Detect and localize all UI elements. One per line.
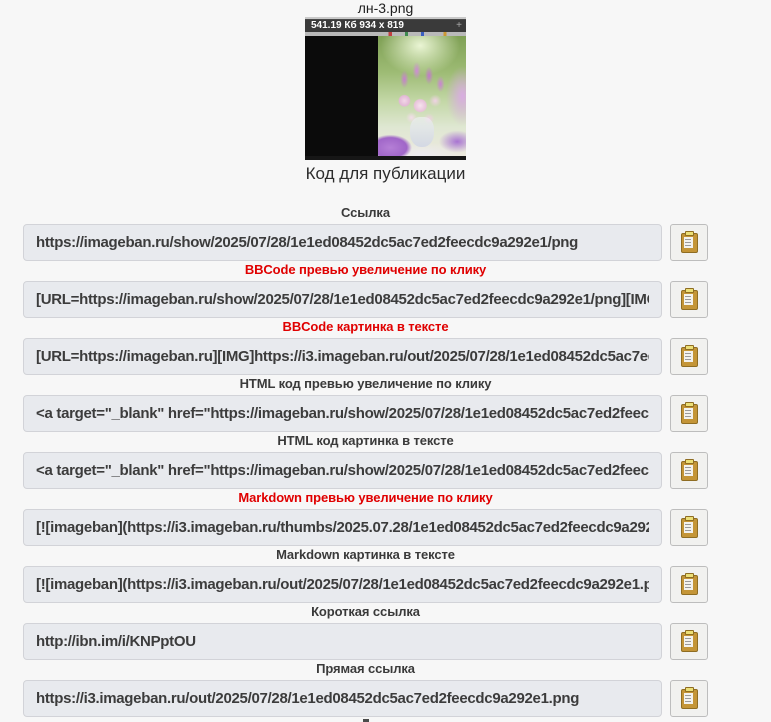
field-block-html-text [23, 434, 708, 489]
copy-button[interactable] [670, 623, 708, 660]
field-block-direct-link [23, 662, 708, 717]
field-label-bbcode-text: BBCode картинка в тексте [282, 319, 449, 334]
html-preview-input[interactable] [23, 395, 662, 432]
clipboard-icon [681, 404, 698, 424]
link-input[interactable] [23, 224, 662, 261]
clipboard-icon [681, 347, 698, 367]
clipboard-icon [681, 575, 698, 595]
flower-photo [378, 36, 466, 156]
markdown-text-input[interactable] [23, 566, 662, 603]
clipboard-icon [681, 461, 698, 481]
field-block-bbcode-preview [23, 263, 708, 318]
copy-button[interactable] [670, 566, 708, 603]
image-info-overlay [305, 19, 466, 32]
copy-button[interactable] [670, 680, 708, 717]
image-size-text: 541.19 Кб 934 x 819 [311, 20, 404, 31]
plus-glyph: + [456, 20, 462, 31]
field-block-markdown-preview [23, 491, 708, 546]
field-label-short-link: Короткая ссылка [311, 604, 420, 619]
copy-button[interactable] [670, 224, 708, 261]
field-block-short-link [23, 605, 708, 660]
clipboard-icon [681, 518, 698, 538]
field-block-link [23, 206, 708, 261]
field-label-link: Ссылка [341, 205, 390, 220]
bbcode-preview-input[interactable] [23, 281, 662, 318]
copy-button[interactable] [670, 395, 708, 432]
field-label-markdown-text: Markdown картинка в тексте [276, 547, 455, 562]
copy-button[interactable] [670, 281, 708, 318]
field-block-html-preview [23, 377, 708, 432]
thumbnail-content [305, 36, 466, 156]
image-thumbnail[interactable] [305, 17, 466, 160]
short-link-input[interactable] [23, 623, 662, 660]
publish-codes-list [23, 206, 708, 722]
bbcode-text-input[interactable] [23, 338, 662, 375]
file-title: лн-3.png [357, 0, 414, 16]
field-label-direct-link: Прямая ссылка [316, 661, 415, 676]
thumbnail-bottom-strip [305, 156, 466, 160]
section-heading: Код для публикации [305, 164, 466, 183]
thumbnail-black-area [305, 36, 378, 156]
field-block-bbcode-text [23, 320, 708, 375]
markdown-preview-input[interactable] [23, 509, 662, 546]
html-text-input[interactable] [23, 452, 662, 489]
field-label-bbcode-preview: BBCode превью увеличение по клику [244, 262, 487, 277]
field-label-markdown-preview: Markdown превью увеличение по клику [238, 490, 493, 505]
clipboard-icon [681, 290, 698, 310]
field-block-markdown-text [23, 548, 708, 603]
vase-shape [410, 117, 434, 147]
direct-link-input[interactable] [23, 680, 662, 717]
copy-button[interactable] [670, 509, 708, 546]
copy-button[interactable] [670, 338, 708, 375]
field-label-html-text: HTML код картинка в тексте [277, 433, 454, 448]
copy-button[interactable] [670, 452, 708, 489]
field-label-html-preview: HTML код превью увеличение по клику [239, 376, 492, 391]
clipboard-icon [681, 233, 698, 253]
clipboard-icon [681, 632, 698, 652]
clipboard-icon [681, 689, 698, 709]
